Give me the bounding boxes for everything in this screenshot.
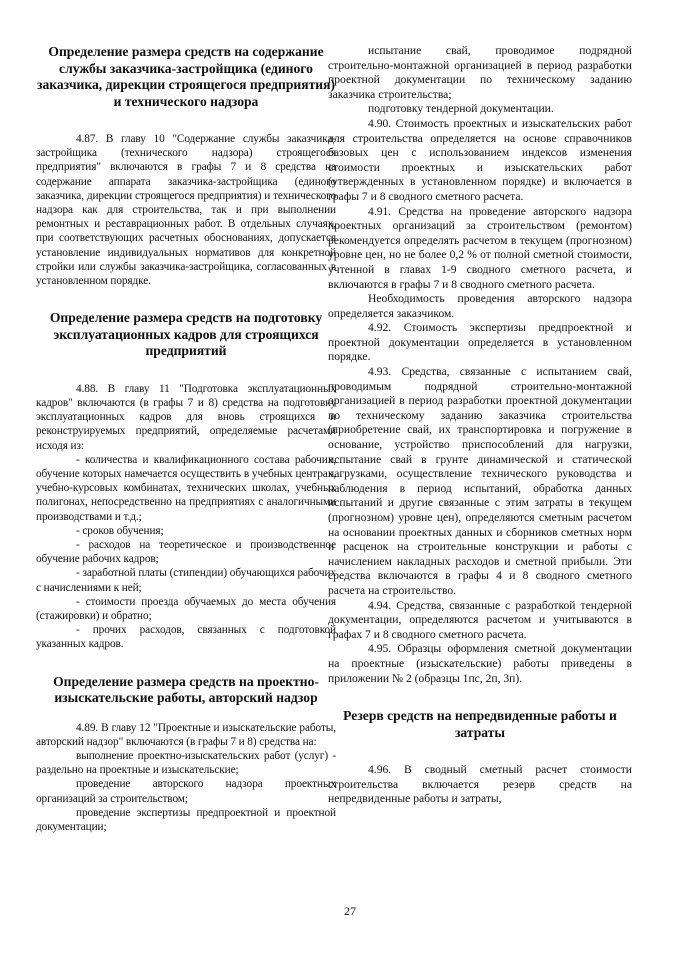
list-item-travel-cost: - стоимости проезда обучаемых до места обучения (стажировки) и обратно;: [36, 595, 336, 622]
list-item-author-supervision: проведение авторского надзора проектных организаций за строительством;: [36, 778, 336, 805]
paragraph-4-89: 4.89. В главу 12 "Проектные и изыскательские работы, авторский надзор" включаются (в графы 7 и 8) средства на:: [36, 721, 336, 748]
list-item-design-survey: выполнение проектно-изыскательских работ (услуг) - раздельно на проектные и изыскательские;: [36, 750, 336, 777]
paragraph-4-87: 4.87. В главу 10 "Содержание службы заказчика-застройщика (технического надзора) строящегося предприятия" включаются в графы 7 и 8 средства на содержание аппарата заказчика-застройщика (единого заказчика, дирекции строящегося предприятия) и технического надзора как для строительства, так и при выполнении ремонтных и реставрационных работ. В отдельных случаях, при соответствующих расчетных обоснованиях, допускается установление индивидуальных нормативов для конкретной стройки или службы заказчика-застройщика, согласованных в установленном порядке.: [36, 133, 336, 288]
paragraph-4-91: 4.91. Средства на проведение авторского надзора проектных организаций за строительством (ремонтом) рекомендуется определять расчетом в текущем (прогнозном) уровне цен, но не более 0,2 % от полной сметной стоимости, учтенной в главах 1-9 сводного сметного расчета, и включаются в графы 7 и 8 сводного сметного расчета.: [328, 204, 632, 291]
list-item-training-period: - сроков обучения;: [76, 524, 164, 537]
page-number: 27: [344, 904, 356, 918]
list-item-other-expenses: - прочих расходов, связанных с подготовкой указанных кадров.: [36, 624, 336, 651]
paragraph-4-91-note: Необходимость проведения авторского надзора определяется заказчиком.: [328, 292, 632, 320]
paragraph-4-92: 4.92. Стоимость экспертизы предпроектной и проектной документации определяется в установленном порядке.: [328, 321, 632, 364]
paragraph-4-95: 4.95. Образцы оформления сметной документации на проектные (изыскательские) работы приведены в приложении № 2 (образцы 1пс, 2п, 3п).: [328, 642, 632, 685]
list-item-pile-testing: испытание свай, проводимое подрядной строительно-монтажной организацией в период разработки проектной документации по техническому заданию заказчика строительства;: [328, 44, 632, 101]
section-heading-customer-service: Определение размера средств на содержание службы заказчика-застройщика (единого заказчика, дирекции строящегося предприятия) и технического надзора: [37, 44, 335, 109]
list-item-staff-composition: - количества и квалификационного состава рабочих, обучение которых намечается осуществить в учебных центрах, учебно-курсовых комбинатах, технических школах, учебных полигонах, непосредственно на предприятиях с аналогичными производствами и т.д.;: [36, 453, 336, 523]
section-heading-design-works: Определение размера средств на проектно-изыскательские работы, авторский надзор: [53, 673, 319, 706]
list-item-tender-docs: подготовку тендерной документации.: [368, 102, 554, 116]
section-heading-staff-training: Определение размера средств на подготовку эксплуатационных кадров для строящихся предприятий: [49, 310, 323, 359]
paragraph-4-96: 4.96. В сводный сметный расчет стоимости строительства включается резерв средств на непредвиденные работы и затраты,: [328, 763, 632, 806]
paragraph-4-93: 4.93. Средства, связанные с испытанием свай, проводимым подрядной строительно-монтажной организацией в период разработки проектной документации по техническому заданию заказчика строительства (приобретение свай, их транспортировка и погружение в основание, устройство приспособлений для нагрузки, испытание свай в грунте динамической и статической нагрузками, осуществление технического руководства и наблюдения в период испытаний, обработка данных испытаний и другие связанные с этим затраты в текущем (прогнозном) уровне цен), определяются сметным расчетом на основании проектных данных и сборников сметных норм и расценок на строительные конструкции и работы с начислением накладных расходов и сметной прибыли. Эти средства включаются в графы 4 и 8 сводного сметного расчета на строительство.: [328, 365, 632, 597]
left-column: [36, 44, 336, 834]
section-heading-contingency-reserve: Резерв средств на непредвиденные работы и затраты: [343, 708, 617, 740]
paragraph-4-94: 4.94. Средства, связанные с разработкой тендерной документации, определяются расчетом и учитываются в графах 7 и 8 сводного сметного расчета.: [328, 598, 632, 641]
list-item-expertise: проведение экспертизы предпроектной и проектной документации;: [36, 806, 336, 834]
list-item-salary: - заработной платы (стипендии) обучающихся рабочих с начислениями к ней;: [36, 567, 336, 594]
paragraph-4-88: 4.88. В главу 11 "Подготовка эксплуатационных кадров" включаются (в графы 7 и 8) средства на подготовку эксплуатационных кадров для вновь строящихся и реконструируемых предприятий, определяемые расчетами исходя из:: [36, 382, 336, 452]
list-item-training-expenses: - расходов на теоретическое и производственное обучение рабочих кадров;: [36, 538, 336, 566]
right-column: [328, 44, 632, 807]
paragraph-4-90: 4.90. Стоимость проектных и изыскательских работ для строительства определяется на основе справочников базовых цен с использованием индексов изменения стоимости проектных и изыскательских работ (утвержденных в установленном порядке) и включается в графы 7 и 8 сводного сметного расчета.: [328, 116, 632, 203]
